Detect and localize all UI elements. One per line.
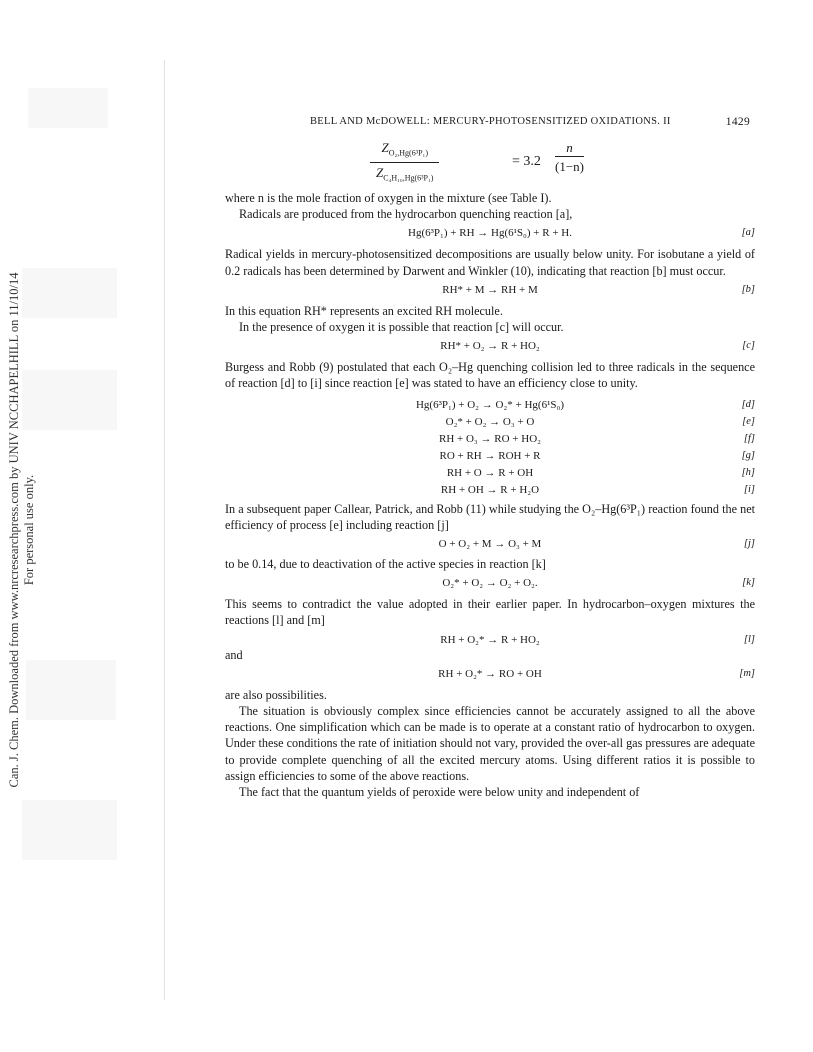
equation-a: [225, 222, 755, 243]
equation-expr: Hg(6³P₁) + RH → Hg(6¹S₀) + R + H.: [408, 227, 572, 240]
formula-num-symbol: Z: [381, 140, 389, 155]
page-body: [225, 140, 755, 800]
equation-tag: [i]: [743, 483, 755, 495]
equation-k: [225, 572, 755, 593]
paragraph: where n is the mole fraction of oxygen in the mixture (see Table I).: [225, 191, 552, 205]
equation-expr: O₂* + O₂ → O₂ + O₂.: [442, 577, 538, 590]
equation-d: [225, 396, 755, 413]
formula-right-fraction: [555, 140, 584, 175]
paragraph: Radical yields in mercury-photosensitized decompositions are usually below unity. For isobutane a yield of 0.2 radicals has been determined by Darwent and Winkler (10), indicating that reaction [b] must occur.: [225, 247, 755, 278]
equation-tag: [l]: [743, 633, 755, 645]
page-edge: [164, 60, 165, 1000]
formula-den-subscript: C₄H₁₀,Hg(6³P₁): [383, 173, 434, 183]
equation-tag: [a]: [741, 227, 755, 239]
equation-m: [225, 663, 755, 687]
scan-noise: [28, 88, 108, 128]
equation-expr: RH + O₃ → RO + HO₂: [439, 432, 541, 445]
equation-c: [225, 335, 755, 356]
paragraph: In the presence of oxygen it is possible that reaction [c] will occur.: [239, 320, 564, 335]
paragraph: Radicals are produced from the hydrocarbon quenching reaction [a],: [239, 207, 573, 222]
equation-tag: [d]: [741, 398, 755, 410]
equation-tag: [c]: [742, 340, 755, 352]
equation-expr: Hg(6³P₁) + O₂ → O₂* + Hg(6¹S₀): [415, 398, 564, 411]
equation-expr: RH* + O₂ → R + HO₂: [440, 340, 540, 353]
equation-tag: [b]: [741, 283, 755, 295]
equation-tag: [h]: [741, 466, 755, 478]
paragraph: Burgess and Robb (9) postulated that each O₂–Hg quenching collision led to three radicals in the sequence of reaction [d] to [i] since reaction [e] was stated to have an efficiency close to unity.: [225, 360, 755, 391]
download-watermark-text: Can. J. Chem. Downloaded from www.nrcresearchpress.com by UNIV NCCHAPELHILL on 11/10/14 For personal use only.: [7, 272, 36, 788]
formula-right-den: (1−n): [555, 159, 584, 175]
running-title: BELL AND McDOWELL: MERCURY-PHOTOSENSITIZED OXIDATIONS. II: [310, 116, 671, 127]
paragraph: This seems to contradict the value adopted in their earlier paper. In hydrocarbon–oxygen mixtures the reactions [l] and [m]: [225, 597, 755, 628]
equation-expr: RH + O₂* → R + HO₂: [440, 633, 540, 646]
equation-expr: RH + OH → R + H₂O: [440, 483, 540, 496]
equation-tag: [e]: [742, 415, 755, 427]
paragraph: and: [225, 647, 243, 662]
formula-right-num: n: [555, 140, 584, 157]
paragraph: The situation is obviously complex since efficiencies cannot be accurately assigned to all the above reactions. One simplification which can be made is to operate at a constant ratio of hydrocarbon to oxygen. Under these conditions the rate of initiation should not vary, provided the over-all gas pressures are adequate to provide complete quenching of all the excited mercury atoms. Using different ratios it is possible to assign efficiencies to some of the above reactions.: [225, 704, 755, 783]
paragraph: are also possibilities.: [225, 687, 327, 702]
equation-tag: [m]: [739, 667, 755, 679]
equation-expr: O + O₂ + M → O₃ + M: [438, 538, 542, 551]
equation-tag: [f]: [743, 432, 755, 444]
page-number: 1429: [725, 116, 750, 128]
equation-b: [225, 279, 755, 300]
paragraph: In a subsequent paper Callear, Patrick, and Robb (11) while studying the O₂–Hg(6³P₁) reaction found the net efficiency of process [e] including reaction [j]: [225, 501, 755, 532]
equation-g: [225, 447, 755, 464]
equation-i: [225, 481, 755, 498]
equation-j: [225, 533, 755, 556]
paragraph: The fact that the quantum yields of peroxide were below unity and independent of: [239, 785, 640, 800]
equation-tag: [g]: [741, 449, 755, 461]
collision-ratio-formula: [225, 140, 755, 190]
equation-expr: RH* + M → RH + M: [442, 283, 538, 296]
equation-f: [225, 430, 755, 447]
paragraph: to be 0.14, due to deactivation of the active species in reaction [k]: [225, 557, 546, 572]
equation-expr: RO + RH → ROH + R: [439, 449, 541, 462]
equation-e: [225, 413, 755, 430]
equation-expr: RH + O → R + OH: [446, 466, 534, 479]
formula-den-symbol: Z: [376, 164, 384, 180]
download-watermark: [2, 240, 42, 820]
equation-h: [225, 464, 755, 481]
equation-tag: [k]: [742, 577, 755, 589]
equation-tag: [j]: [743, 538, 755, 550]
formula-left-fraction: [370, 140, 439, 187]
formula-num-subscript: O₂,Hg(6³P₁): [388, 148, 428, 158]
equation-l: [225, 629, 755, 647]
equation-expr: RH + O₂* → RO + OH: [438, 667, 542, 680]
formula-equals: = 3.2: [512, 154, 541, 169]
equation-expr: O₂* + O₂ → O₃ + O: [445, 415, 535, 428]
paragraph: In this equation RH* represents an excited RH molecule.: [225, 303, 503, 318]
